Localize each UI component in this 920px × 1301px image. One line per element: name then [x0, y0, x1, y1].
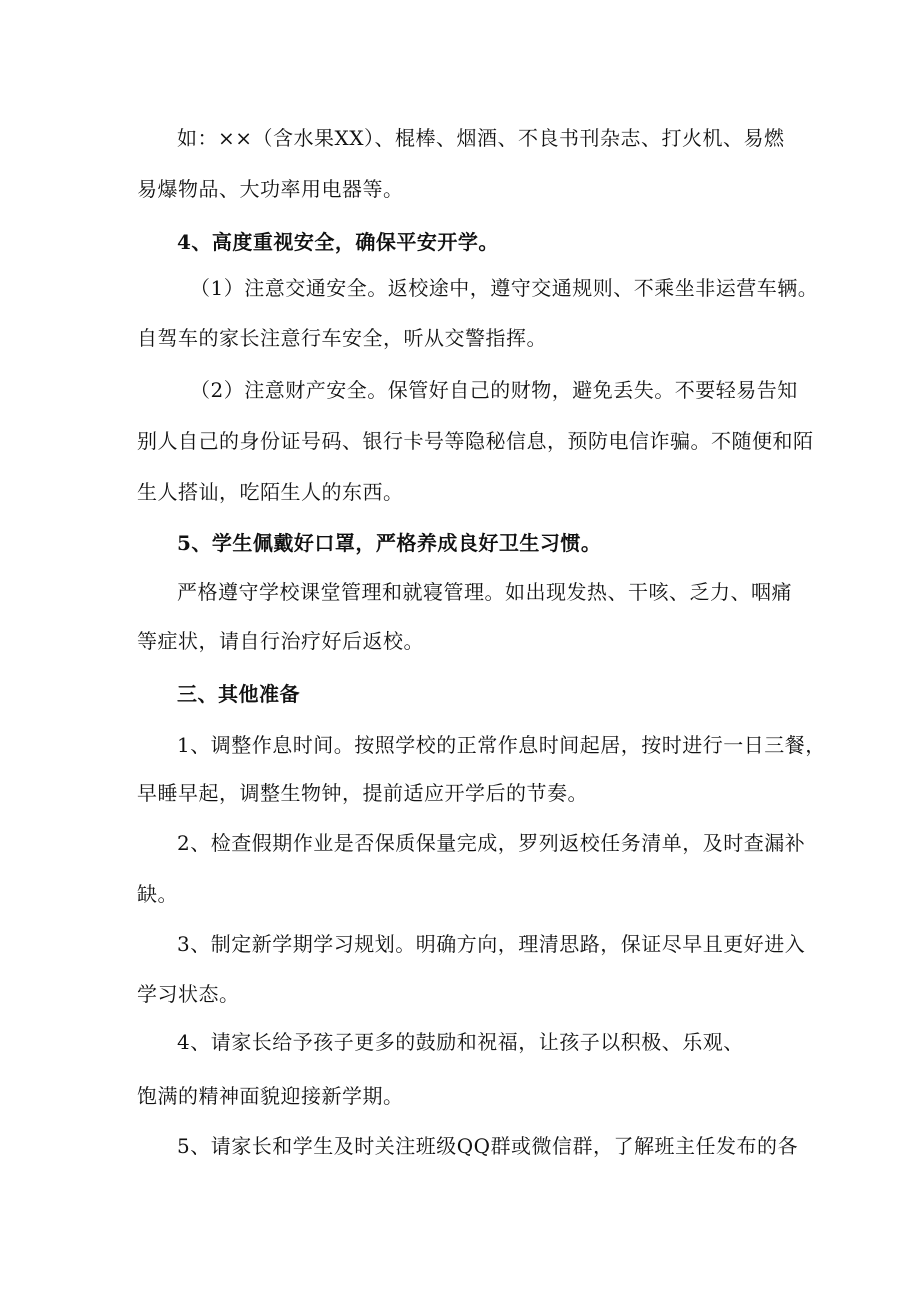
- text-line-7: 别人自己的身份证号码、银行卡号等隐秘信息，预防电信诈骗。不随便和陌: [137, 429, 814, 453]
- text-line-14: 早睡早起，调整生物钟，提前适应开学后的节奏。: [137, 781, 588, 805]
- text-line-21: 5、请家长和学生及时关注班级QQ群或微信群，了解班主任发布的各: [177, 1134, 799, 1158]
- section-heading-hygiene: 5、学生佩戴好口罩，严格养成良好卫生习惯。: [177, 531, 602, 555]
- text-line-18: 学习状态。: [137, 982, 240, 1006]
- text-line-17: 3、制定新学期学习规划。明确方向，理清思路，保证尽早且更好进入: [177, 932, 806, 956]
- text-line-2: 易爆物品、大功率用电器等。: [137, 177, 404, 201]
- text-line-6: （2）注意财产安全。保管好自己的财物，避免丢失。不要轻易告知: [190, 378, 798, 402]
- text-line-4: （1）注意交通安全。返校途中，遵守交通规则、不乘坐非运营车辆。: [190, 276, 819, 300]
- text-line-13: 1、调整作息时间。按照学校的正常作息时间起居，按时进行一日三餐，: [177, 733, 826, 757]
- text-line-20: 饱满的精神面貌迎接新学期。: [137, 1084, 404, 1108]
- text-line-1: 如：××（含水果XX）、棍棒、烟酒、不良书刊杂志、打火机、易燃: [177, 126, 785, 150]
- text-line-5: 自驾车的家长注意行车安全，听从交警指挥。: [137, 326, 547, 350]
- text-line-19: 4、请家长给予孩子更多的鼓励和祝福，让孩子以积极、乐观、: [177, 1030, 744, 1054]
- text-line-10: 严格遵守学校课堂管理和就寝管理。如出现发热、干咳、乏力、咽痛: [177, 580, 792, 604]
- section-heading-other: 三、其他准备: [177, 682, 300, 706]
- section-heading-safety: 4、高度重视安全，确保平安开学。: [177, 230, 499, 254]
- text-line-8: 生人搭讪，吃陌生人的东西。: [137, 480, 404, 504]
- text-line-16: 缺。: [137, 882, 178, 906]
- text-line-11: 等症状，请自行治疗好后返校。: [137, 629, 424, 653]
- text-line-15: 2、检查假期作业是否保质保量完成，罗列返校任务清单，及时查漏补: [177, 831, 806, 855]
